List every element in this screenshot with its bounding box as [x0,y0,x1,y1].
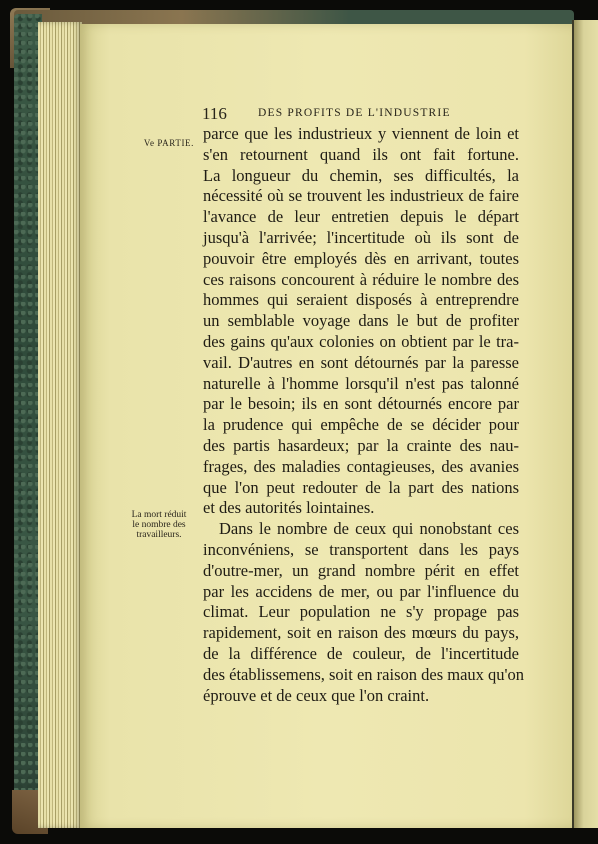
text-line: Dans le nombre de ceux qui nonobstant ces [219,519,519,539]
cover-top-edge [14,10,574,24]
text-line: La longueur du chemin, ses difficultés, la [203,165,519,185]
text-line: naturelle à l'homme lorsqu'il n'est pas talonné [203,373,519,393]
sidenote-line: le nombre des [132,520,186,530]
sidenote-line: La mort réduit [131,510,187,520]
page-edges [38,22,82,828]
text-line: éprouve et de ceux que l'on craint. [203,685,430,705]
text-line: un semblable voyage dans le but de profiter [203,311,519,331]
paragraph-2 [203,519,525,706]
text-line: ces raisons concourent à réduire le nombre des [203,269,519,289]
text-line: inconvéniens, se transportent dans les pays [203,539,519,559]
text-line: s'en retournent quand ils ont fait fortune. [203,144,519,164]
text-line: par le besoin; ils en sont détournés encore par [203,394,519,414]
text-line: pouvoir être employés dès en arrivant, toutes [203,248,519,268]
margin-part-label: Ve PARTIE. [143,138,194,148]
text-line: l'avance de leur entretien depuis le départ [203,207,519,227]
body-text [203,124,525,706]
text-line: des partis hasardeux; par la crainte des nau- [203,435,519,455]
text-line: de la différence de couleur, de l'incertitude [203,643,519,663]
text-line: des établissemens, soit en raison des maux qu'on [203,664,525,684]
text-line: par les accidens de mer, ou par l'influence du [203,581,519,601]
page-number: 116 [202,104,227,123]
text-line: parce que les industrieux y viennent de loin et [203,124,519,143]
facing-page [574,20,598,828]
running-head [196,104,526,126]
text-line: rapidement, soit en raison des mœurs du pays, [203,623,519,643]
text-line: jusqu'à l'arrivée; l'incertitude où ils sont de [203,227,519,247]
text-line: et des autorités lointaines. [203,498,375,518]
text-line: que l'on peut redouter de la part des nations [203,477,519,497]
text-line: nécessité où se trouvent les industrieux de faire [203,186,519,206]
text-line: d'outre-mer, un grand nombre périt en effet [203,560,519,580]
running-title: DES PROFITS DE L'INDUSTRIE [258,107,451,119]
text-line: la prudence qui empêche de se décider pour [203,415,519,435]
paragraph-1 [203,124,519,519]
text-line: hommes qui seraient disposés à entreprendre [203,290,519,310]
text-line: vail. D'autres en sont détournés par la paresse [203,352,519,372]
sidenote-line: travailleurs. [136,530,182,540]
text-line: des gains qu'aux colonies on obtient par le tra- [203,331,519,351]
text-line: climat. Leur population ne s'y propage pas [203,602,519,622]
margin-sidenote [116,510,202,540]
text-line: frages, des maladies contagieuses, des avanies [203,456,519,476]
